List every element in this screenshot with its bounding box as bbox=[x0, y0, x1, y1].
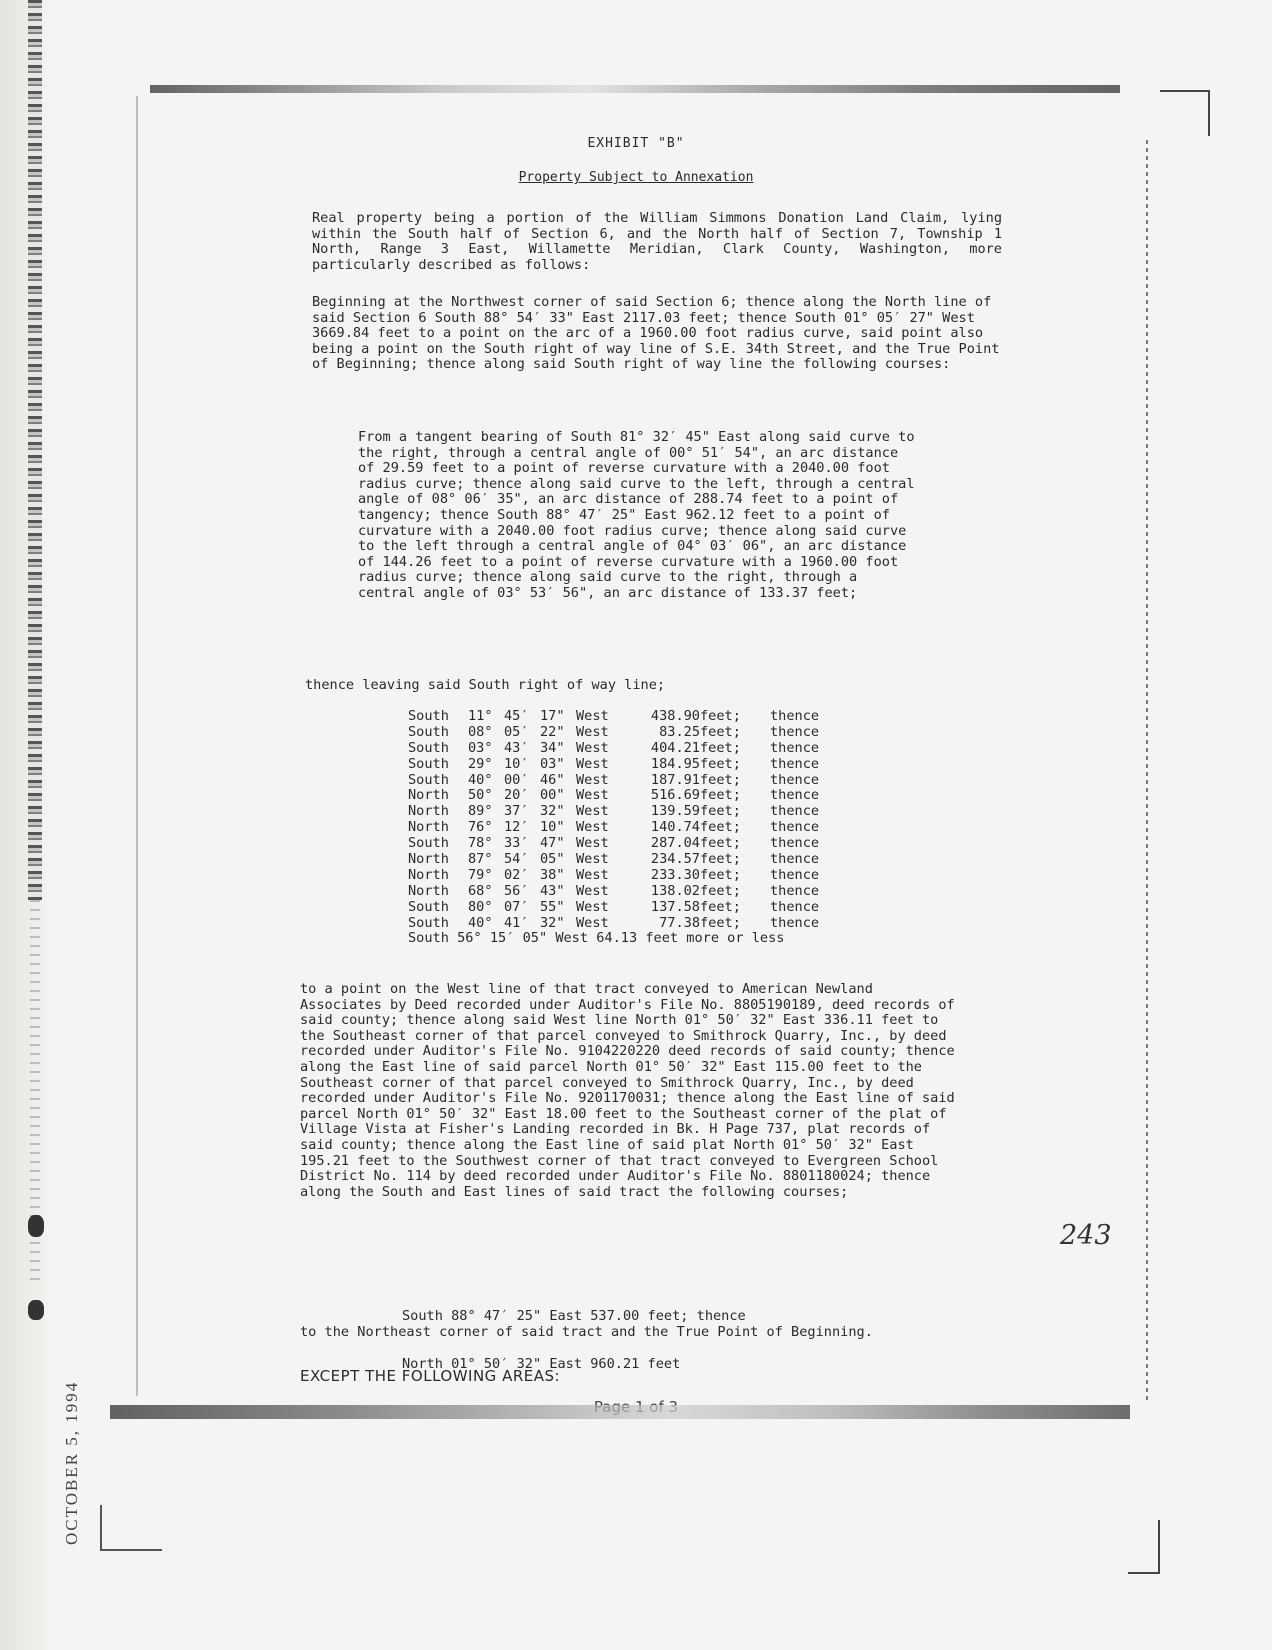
course-deg: 89° bbox=[468, 803, 493, 820]
course-min: 00′ bbox=[504, 771, 529, 788]
course-dirw: West bbox=[576, 835, 609, 852]
course-dir: North bbox=[408, 882, 449, 899]
course-unit: feet; bbox=[700, 898, 741, 915]
course-row bbox=[408, 788, 840, 804]
course-then: thence bbox=[770, 851, 820, 868]
top-right-corner-mark bbox=[1160, 90, 1210, 136]
course-dirw: West bbox=[576, 755, 609, 772]
course-min: 54′ bbox=[504, 851, 529, 868]
scan-smudge bbox=[28, 1300, 44, 1320]
course-dist: 140.74 bbox=[650, 819, 700, 836]
course-then: thence bbox=[770, 771, 820, 788]
course-then: thence bbox=[770, 708, 820, 724]
course-sec: 10" bbox=[540, 819, 565, 836]
course-row bbox=[408, 757, 840, 773]
course-deg: 50° bbox=[468, 787, 493, 804]
course-dir: South bbox=[408, 723, 449, 740]
course-min: 12′ bbox=[504, 819, 529, 836]
course-min: 33′ bbox=[504, 835, 529, 852]
course-deg: 68° bbox=[468, 882, 493, 899]
bottom-right-corner-mark bbox=[1128, 1520, 1160, 1574]
course-dirw: West bbox=[576, 723, 609, 740]
course-min: 05′ bbox=[504, 723, 529, 740]
course-sec: 22" bbox=[540, 723, 565, 740]
course-sec: 00" bbox=[540, 787, 565, 804]
course-then: thence bbox=[770, 787, 820, 804]
top-scan-rule bbox=[150, 85, 1120, 93]
course-row bbox=[408, 709, 840, 725]
exhibit-title: EXHIBIT "B" bbox=[587, 136, 685, 151]
course-dist: 234.57 bbox=[650, 851, 700, 868]
course-deg: 78° bbox=[468, 835, 493, 852]
course-dirw: West bbox=[576, 851, 609, 868]
course-dist: 438.90 bbox=[650, 708, 700, 724]
course-dist: 287.04 bbox=[650, 835, 700, 852]
course-row bbox=[408, 900, 840, 916]
course-dirw: West bbox=[576, 882, 609, 899]
final-course-line: North 01° 50′ 32" East 960.21 feet bbox=[402, 1355, 681, 1372]
course-then: thence bbox=[770, 898, 820, 915]
course-then: thence bbox=[770, 723, 820, 740]
course-deg: 08° bbox=[468, 723, 493, 740]
course-min: 07′ bbox=[504, 898, 529, 915]
course-unit: feet; bbox=[700, 723, 741, 740]
course-unit: feet; bbox=[700, 739, 741, 756]
subtitle-text: Property Subject to Annexation bbox=[518, 170, 754, 185]
date-stamp: OCTOBER 5, 1994 bbox=[62, 1380, 81, 1545]
course-then: thence bbox=[770, 803, 820, 820]
except-heading: EXCEPT THE FOLLOWING AREAS: bbox=[300, 1367, 561, 1385]
course-dirw: West bbox=[576, 771, 609, 788]
course-dirw: West bbox=[576, 819, 609, 836]
course-deg: 11° bbox=[468, 708, 493, 724]
course-then: thence bbox=[770, 835, 820, 852]
course-dirw: West bbox=[576, 787, 609, 804]
course-dirw: West bbox=[576, 898, 609, 915]
course-unit: feet; bbox=[700, 755, 741, 772]
bottom-scan-rule bbox=[110, 1405, 1130, 1419]
course-deg: 40° bbox=[468, 914, 493, 931]
course-row bbox=[408, 725, 840, 741]
course-row bbox=[408, 852, 840, 868]
course-dir: South bbox=[408, 914, 449, 931]
course-dir: North bbox=[408, 819, 449, 836]
course-sec: 03" bbox=[540, 755, 565, 772]
course-row bbox=[408, 741, 840, 757]
course-dist: 83.25 bbox=[659, 723, 700, 740]
course-row bbox=[408, 868, 840, 884]
course-unit: feet; bbox=[700, 851, 741, 868]
course-unit: feet; bbox=[700, 866, 741, 883]
course-row bbox=[408, 836, 840, 852]
course-sec: 32" bbox=[540, 803, 565, 820]
left-margin-line bbox=[136, 96, 138, 1396]
course-unit: feet; bbox=[700, 882, 741, 899]
course-deg: 87° bbox=[468, 851, 493, 868]
to-point-paragraph: to a point on the West line of that tract conveyed to American Newland Associates by Deed recorded under Auditor's File No. 8805190189, deed records of said county; thence along said West line North 01° 50′ 32" East 336.11 feet to the Southeast corner of that parcel conveyed to Smithrock Quarry, Inc., by deed recorded under Auditor's File No. 9104220220 deed records of said county; thence along the East line of said parcel North 01° 50′ 32" East 115.00 feet to the Southeast corner of that parcel conveyed to Smithrock Quarry, Inc., by deed recorded under Auditor's File No. 9201170031; thence along the East line of said parcel North 01° 50′ 32" East 18.00 feet to the Southeast corner of the plat of Village Vista at Fisher's Landing recorded in Bk. H Page 737, plat records of said county; thence along the East line of said plat North 01° 50′ 32" East 195.21 feet to the Southwest corner of that tract conveyed to Evergreen School District No. 114 by deed recorded under Auditor's File No. 8801180024; thence along the South and East lines of said tract the following courses; bbox=[300, 981, 963, 1200]
course-min: 41′ bbox=[504, 914, 529, 931]
course-dist: 139.59 bbox=[650, 803, 700, 820]
final-course-line: South 88° 47′ 25" East 537.00 feet; thence bbox=[402, 1307, 746, 1324]
course-row bbox=[408, 820, 840, 836]
course-unit: feet; bbox=[700, 708, 741, 724]
course-dir: South bbox=[408, 708, 449, 724]
course-then: thence bbox=[770, 866, 820, 883]
beginning-paragraph: Beginning at the Northwest corner of said Section 6; thence along the North line of said Section 6 South 88° 54′ 33" East 2117.03 feet; thence South 01° 05′ 27" West 3669.84 feet to a point on the arc of a 1960.00 foot radius curve, said point also being a point on the South right of way line of S.E. 34th Street, and the True Point of Beginning; thence along said South right of way line the following courses: bbox=[312, 294, 1008, 373]
document-subtitle bbox=[0, 170, 1272, 185]
course-dir: North bbox=[408, 866, 449, 883]
course-dirw: West bbox=[576, 803, 609, 820]
course-min: 02′ bbox=[504, 866, 529, 883]
course-row-last: South 56° 15′ 05" West 64.13 feet more or less bbox=[408, 930, 785, 947]
courses-table bbox=[408, 709, 840, 947]
course-unit: feet; bbox=[700, 914, 741, 931]
tangent-paragraph: From a tangent bearing of South 81° 32′ 45" East along said curve to the right, through a central angle of 00° 51′ 54", an arc distance of 29.59 feet to a point of reverse curvature with a 2040.00 foot radius curve; thence along said curve to the left, through a central angle of 08° 06′ 35", an arc distance of 288.74 feet to a point of tangency; thence South 88° 47′ 25" East 962.12 feet to a point of curvature with a 2040.00 foot radius curve; thence along said curve to the left through a central angle of 04° 03′ 06", an arc distance of 144.26 feet to a point of reverse curvature with a 1960.00 foot radius curve; thence along said curve to the right, through a central angle of 03° 53′ 56", an arc distance of 133.37 feet; bbox=[358, 429, 923, 601]
course-sec: 46" bbox=[540, 771, 565, 788]
course-dirw: West bbox=[576, 914, 609, 931]
course-sec: 47" bbox=[540, 835, 565, 852]
course-dist: 138.02 bbox=[650, 882, 700, 899]
course-dir: South bbox=[408, 898, 449, 915]
course-sec: 38" bbox=[540, 866, 565, 883]
course-dir: South bbox=[408, 835, 449, 852]
course-sec: 32" bbox=[540, 914, 565, 931]
course-sec: 43" bbox=[540, 882, 565, 899]
course-dist: 77.38 bbox=[659, 914, 700, 931]
leaving-line: thence leaving said South right of way line; bbox=[305, 677, 666, 693]
course-unit: feet; bbox=[700, 771, 741, 788]
right-margin-dashes bbox=[1146, 140, 1148, 1400]
course-row bbox=[408, 916, 840, 932]
course-dist: 516.69 bbox=[650, 787, 700, 804]
course-sec: 34" bbox=[540, 739, 565, 756]
course-then: thence bbox=[770, 739, 820, 756]
course-min: 10′ bbox=[504, 755, 529, 772]
course-dist: 187.91 bbox=[650, 771, 700, 788]
course-min: 43′ bbox=[504, 739, 529, 756]
handwritten-page-number: 243 bbox=[1060, 1220, 1112, 1251]
northeast-paragraph: to the Northeast corner of said tract and the True Point of Beginning. bbox=[300, 1324, 873, 1340]
course-unit: feet; bbox=[700, 819, 741, 836]
course-dir: South bbox=[408, 755, 449, 772]
course-deg: 40° bbox=[468, 771, 493, 788]
course-dirw: West bbox=[576, 739, 609, 756]
course-dir: North bbox=[408, 803, 449, 820]
course-dir: South bbox=[408, 739, 449, 756]
course-then: thence bbox=[770, 914, 820, 931]
course-min: 37′ bbox=[504, 803, 529, 820]
scan-noise-strip bbox=[28, 0, 42, 900]
course-then: thence bbox=[770, 819, 820, 836]
course-row bbox=[408, 884, 840, 900]
course-then: thence bbox=[770, 755, 820, 772]
course-dir: South bbox=[408, 771, 449, 788]
course-dist: 137.58 bbox=[650, 898, 700, 915]
scan-smudge bbox=[28, 1215, 44, 1237]
course-row bbox=[408, 773, 840, 789]
course-deg: 80° bbox=[468, 898, 493, 915]
bottom-left-corner-mark bbox=[100, 1505, 162, 1551]
course-sec: 55" bbox=[540, 898, 565, 915]
course-dirw: West bbox=[576, 708, 609, 724]
course-dir: North bbox=[408, 787, 449, 804]
course-unit: feet; bbox=[700, 835, 741, 852]
course-deg: 03° bbox=[468, 739, 493, 756]
course-min: 45′ bbox=[504, 708, 529, 724]
course-min: 56′ bbox=[504, 882, 529, 899]
course-deg: 29° bbox=[468, 755, 493, 772]
course-deg: 76° bbox=[468, 819, 493, 836]
course-dirw: West bbox=[576, 866, 609, 883]
course-dist: 233.30 bbox=[650, 866, 700, 883]
course-row bbox=[408, 804, 840, 820]
course-sec: 05" bbox=[540, 851, 565, 868]
course-unit: feet; bbox=[700, 803, 741, 820]
course-deg: 79° bbox=[468, 866, 493, 883]
course-min: 20′ bbox=[504, 787, 529, 804]
course-dist: 404.21 bbox=[650, 739, 700, 756]
intro-paragraph: Real property being a portion of the William Simmons Donation Land Claim, lying within the South half of Section 6, and the North half of Section 7, Township 1 North, Range 3 East, Willamette Meridian, Clark County, Washington, more particularly described as follows: bbox=[312, 210, 1011, 273]
course-sec: 17" bbox=[540, 708, 565, 724]
course-then: thence bbox=[770, 882, 820, 899]
course-dir: North bbox=[408, 851, 449, 868]
final-courses bbox=[402, 1277, 746, 1404]
course-dist: 184.95 bbox=[650, 755, 700, 772]
course-unit: feet; bbox=[700, 787, 741, 804]
